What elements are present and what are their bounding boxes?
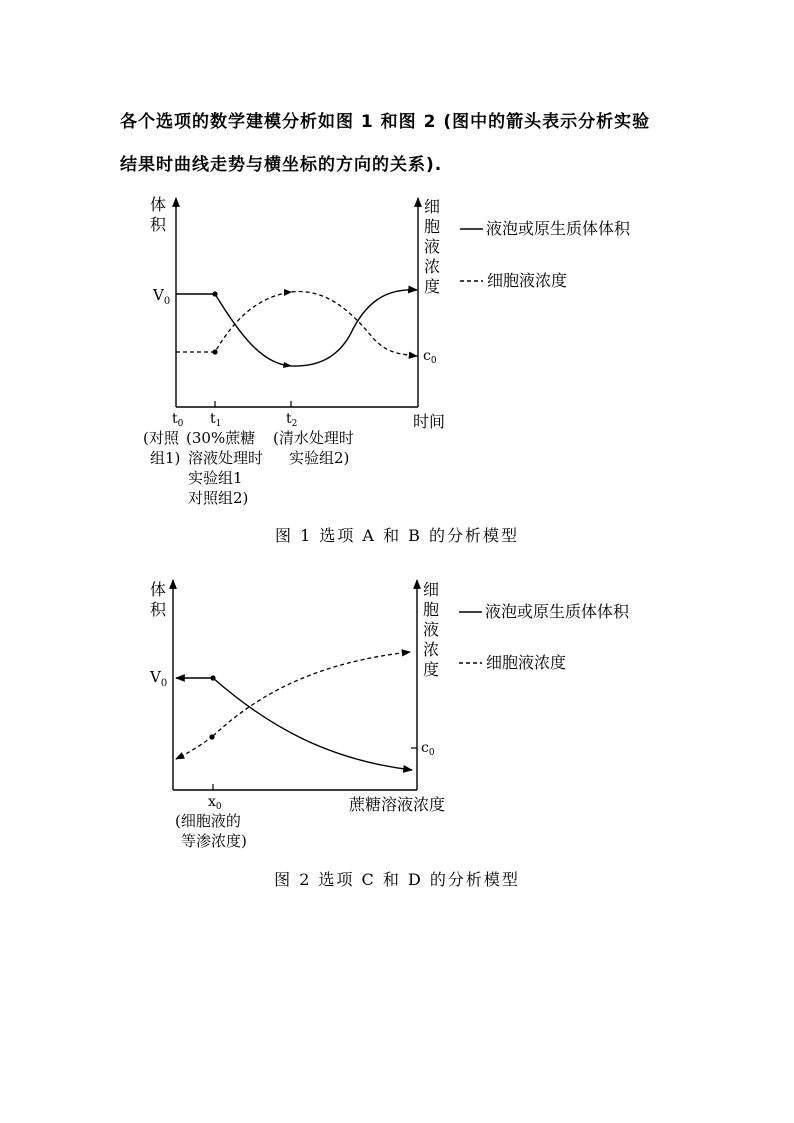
fig1-x-axis-label: 时间: [413, 412, 446, 431]
fig2-concentration-segment-left: [176, 736, 213, 759]
fig1-t1-desc-3: 实验组1: [188, 469, 243, 487]
fig2-y-right-label-5: 度: [423, 660, 440, 679]
fig2-y-left-label-1: 体: [150, 580, 167, 599]
fig1-y-left-label-2: 积: [150, 215, 167, 234]
fig1-t1-label: $t_1$: [210, 411, 222, 429]
fig2-concentration-point-x0: [209, 734, 214, 739]
fig2-volume-curve: [213, 678, 412, 770]
fig2-y-right-label-2: 胞: [423, 600, 440, 619]
fig1-v0-label: $V_0$: [153, 286, 171, 307]
fig2-y-right-label-3: 液: [423, 620, 440, 639]
fig1-volume-arrow-mid: [283, 362, 292, 368]
fig1-legend-solid-label: 液泡或原生质体体积: [486, 219, 631, 238]
fig1-t2-desc-1: (清水处理时: [273, 429, 354, 447]
fig1-t2-label: $t_2$: [286, 411, 298, 429]
fig1-y-right-label-4: 浓: [424, 257, 441, 276]
fig2-y-right-label-1: 细: [423, 580, 440, 599]
fig1-volume-curve: [176, 290, 417, 366]
fig1-y-left-label-1: 体: [150, 195, 167, 214]
fig2-volume-point-x0: [210, 675, 215, 680]
figure-1-caption: 图 1 选项 A 和 B 的分析模型: [274, 526, 519, 545]
fig2-x0-desc-1: (细胞液的: [175, 812, 241, 830]
fig2-c0-label: $c_0$: [421, 740, 435, 758]
fig1-concentration-point-t1: [212, 349, 217, 354]
figure-1: [0, 190, 794, 520]
fig1-t0-desc-1: (对照: [143, 429, 179, 447]
fig1-c0-label: $c_0$: [423, 348, 437, 366]
fig2-legend-solid-label: 液泡或原生质体体积: [485, 602, 630, 621]
intro-line-2: 结果时曲线走势与横坐标的方向的关系).: [120, 155, 443, 175]
fig1-y-right-label-1: 细: [424, 197, 441, 216]
figure-2-caption: 图 2 选项 C 和 D 的分析模型: [274, 870, 520, 889]
fig1-y-right-label-3: 液: [424, 237, 441, 256]
fig2-x0-label: $x_0$: [208, 794, 222, 812]
fig1-t2-desc-2: 实验组2): [289, 449, 350, 467]
fig1-t1-desc-1: (30%蔗糖: [186, 429, 256, 447]
fig2-concentration-curve: [213, 652, 410, 736]
fig2-legend-dashed-label: 细胞液浓度: [486, 653, 567, 672]
fig2-v0-label: $V_0$: [150, 668, 168, 689]
fig1-concentration-curve: [176, 292, 417, 356]
intro-line-1: 各个选项的数学建模分析如图 1 和图 2 (图中的箭头表示分析实验: [120, 112, 651, 132]
figure-2: [0, 570, 794, 860]
fig1-concentration-arrow-mid: [284, 289, 292, 296]
fig1-t1-desc-2: 溶液处理时: [188, 449, 264, 467]
fig2-y-left-label-2: 积: [150, 600, 167, 619]
fig1-y-right-label-5: 度: [424, 277, 441, 296]
fig1-t0-label: $t_0$: [172, 411, 184, 429]
fig2-x0-desc-2: 等渗浓度): [181, 832, 247, 850]
fig1-t0-desc-2: 组1): [150, 449, 181, 467]
fig1-y-right-label-2: 胞: [424, 217, 441, 236]
fig1-legend-dashed-label: 细胞液浓度: [487, 271, 568, 290]
fig2-y-right-label-4: 浓: [423, 640, 440, 659]
fig2-x-axis-label: 蔗糖溶液浓度: [349, 795, 446, 814]
fig1-t1-desc-4: 对照组2): [188, 489, 249, 507]
fig1-volume-point-t1: [212, 291, 217, 296]
